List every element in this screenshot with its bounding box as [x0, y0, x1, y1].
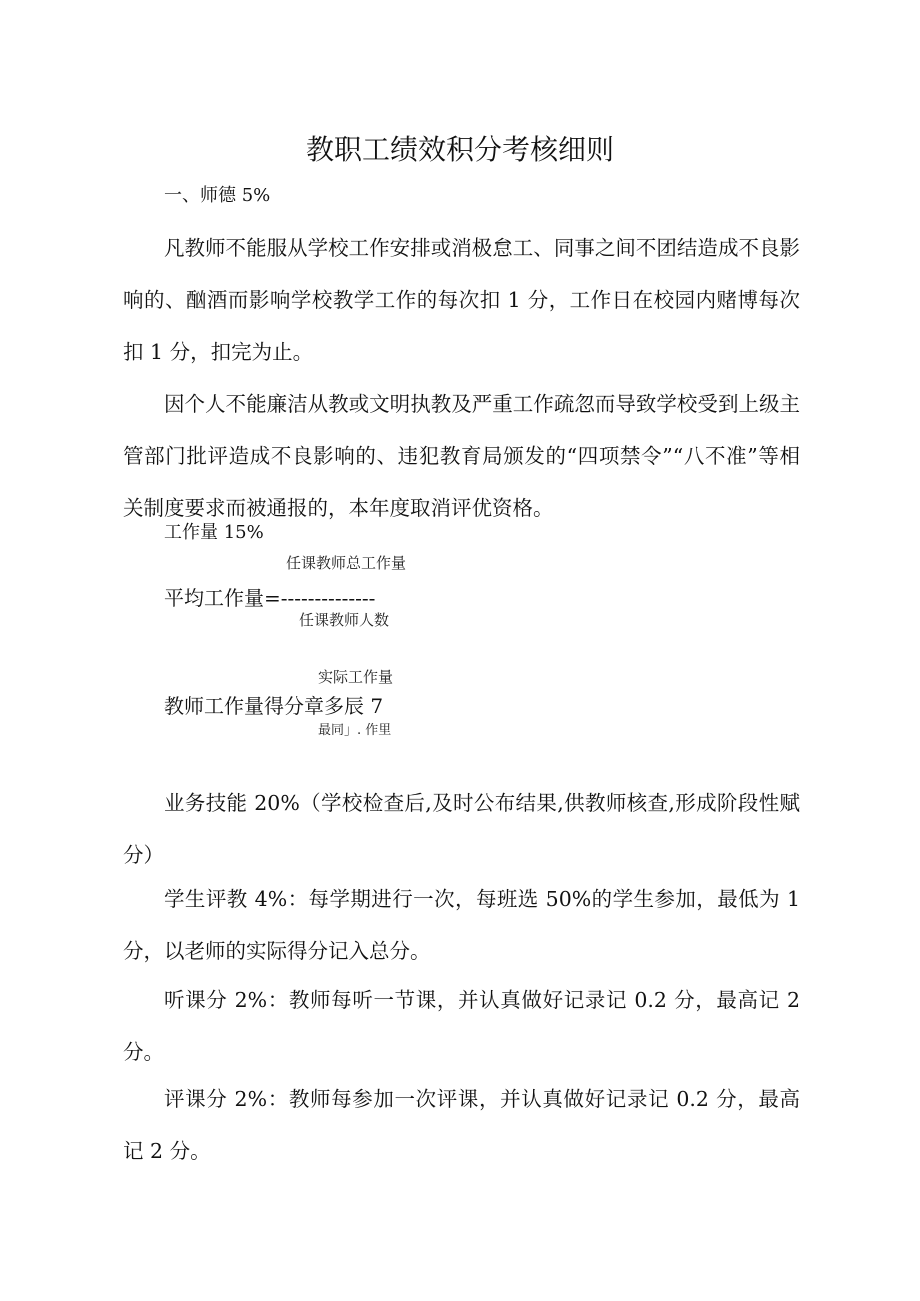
- paragraph-professional-skills: 业务技能 20%（学校检查后,及时公布结果,供教师核查,形成阶段性赋分）: [123, 791, 800, 867]
- formula-average-denominator: 任课教师人数: [299, 611, 390, 629]
- section-heading-ethics: 一、师德 5%: [164, 185, 271, 206]
- section-heading-workload: 工作量 15%: [164, 522, 264, 543]
- formula-average-numerator: 任课教师总工作量: [286, 554, 407, 572]
- paragraph-ethics-disqualification: 因个人不能廉洁从教或文明执教及严重工作疏忽而导致学校受到上级主管部门批评造成不良影响的、违犯教育局颁发的“四项禁令”“八不准”等相关制度要求而被通报的，本年度取消评优资格。: [123, 392, 800, 520]
- paragraph-lesson-review: 评课分 2%：教师每参加一次评课，并认真做好记录记 0.2 分，最高记 2 分。: [123, 1087, 800, 1163]
- formula-score-numerator: 实际工作量: [318, 668, 394, 686]
- document-title: 教职工绩效积分考核细则: [305, 133, 614, 166]
- paragraph-ethics-deduction: 凡教师不能服从学校工作安排或消极怠工、同事之间不团结造成不良影响的、酗酒而影响学校教学工作的每次扣 1 分，工作日在校园内赌博每次扣 1 分，扣完为止。: [123, 236, 800, 364]
- paragraph-lesson-observation: 听课分 2%：教师每听一节课，并认真做好记录记 0.2 分，最高记 2 分。: [123, 988, 800, 1064]
- formula-score-denominator: 最同」. 作里: [318, 723, 392, 738]
- formula-average-workload: 平均工作量=--------------: [164, 586, 376, 610]
- paragraph-student-evaluation: 学生评教 4%：每学期进行一次，每班选 50%的学生参加，最低为 1 分，以老师的实际得分记入总分。: [123, 887, 800, 963]
- formula-workload-score: 教师工作量得分章多辰 7: [164, 694, 384, 718]
